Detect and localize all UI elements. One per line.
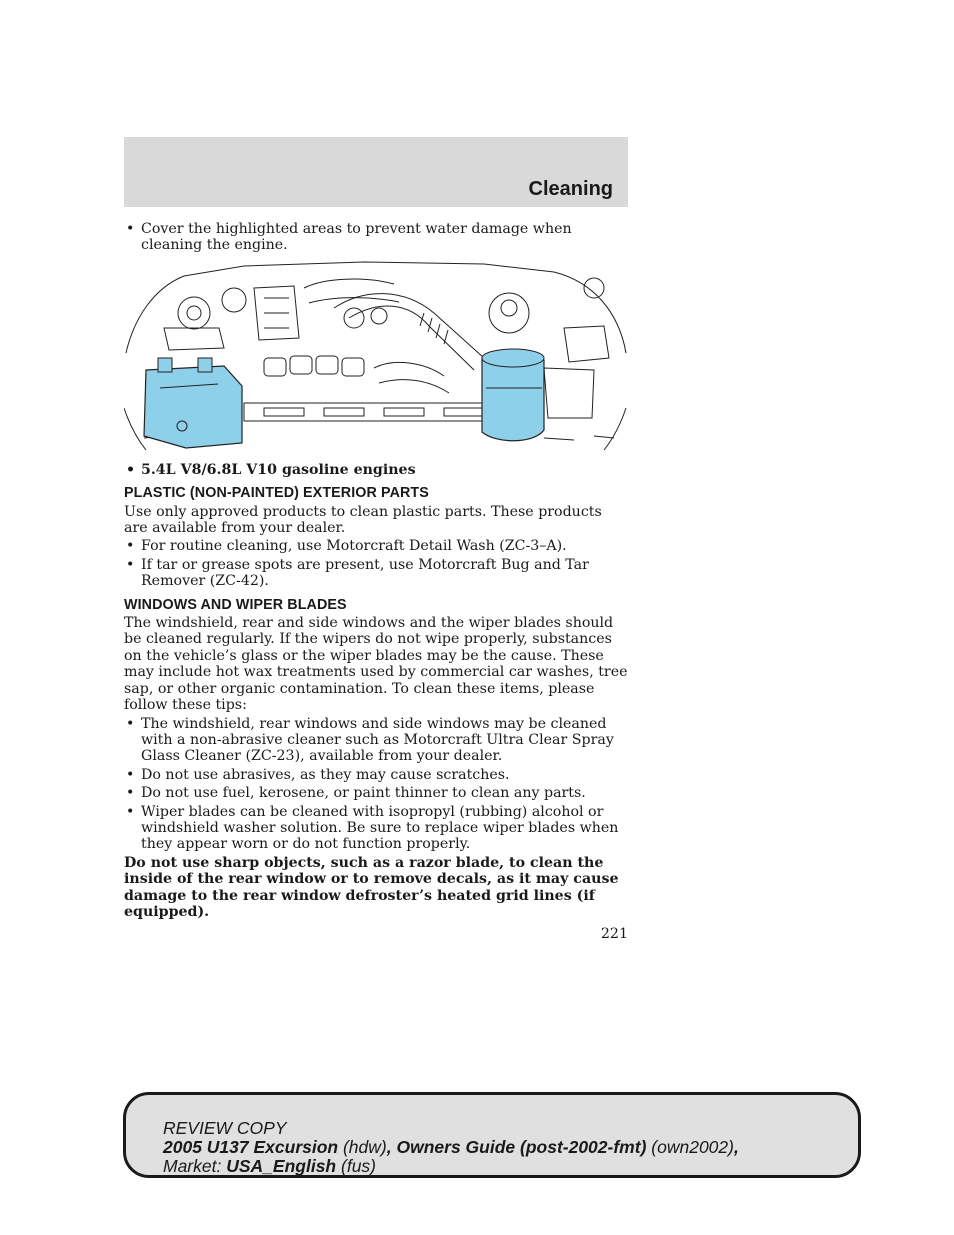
footer-market-label: Market: [163, 1156, 222, 1176]
footer-guide: Owners Guide (post-2002-fmt) [396, 1137, 647, 1157]
footer-model-code: (hdw) [342, 1137, 387, 1157]
windows-wiper-intro: The windshield, rear and side windows and the wiper blades should be cleaned regularly. If the wipers do not wipe properly, substances on the vehicle’s glass or the wiper blades may be the cause. These may include hot wax treatments used by commercial car washes, tree sap, or other organic contamination. To clean these items, please follow these tips: [124, 615, 628, 714]
footer-separator: , [733, 1137, 739, 1157]
figure-caption: • 5.4L V8/6.8L V10 gasoline engines [124, 462, 628, 478]
engine-illustration [124, 258, 628, 456]
plastic-bullet: • If tar or grease spots are present, use Motorcraft Bug and Tar Remover (ZC-42). [124, 557, 628, 590]
footer-model-line [163, 1138, 739, 1157]
intro-bullet: • Cover the highlighted areas to prevent water damage when cleaning the engine. [124, 221, 628, 254]
highlight-air-cleaner [482, 349, 544, 441]
section-header-band [124, 137, 628, 207]
footer-review-copy: REVIEW COPY [163, 1118, 287, 1138]
plastic-bullet: • For routine cleaning, use Motorcraft Detail Wash (ZC-3–A). [124, 538, 628, 554]
review-copy-footer [123, 1092, 861, 1178]
plastic-parts-intro: Use only approved products to clean plastic parts. These products are available from your dealer. [124, 503, 602, 537]
windows-bullet: • Wiper blades can be cleaned with isopropyl (rubbing) alcohol or windshield washer solution. Be sure to replace wiper blades when they appear worn or do not function properly. [124, 804, 628, 853]
windows-bullet: • Do not use abrasives, as they may cause scratches. [124, 767, 628, 783]
page-content [124, 221, 628, 922]
footer-separator: , [386, 1137, 392, 1157]
warning-text: Do not use sharp objects, such as a razor blade, to clean the inside of the rear window or to remove decals, as it may cause damage to the rear window defroster’s heated grid lines (if equipped). [124, 854, 619, 920]
highlight-battery [144, 358, 242, 448]
windows-wiper-heading: WINDOWS AND WIPER BLADES [124, 596, 347, 613]
footer-guide-code: (own2002) [651, 1137, 734, 1157]
footer-model: 2005 U137 Excursion [163, 1137, 339, 1157]
footer-market-code: (fus) [341, 1156, 376, 1176]
section-title: Cleaning [528, 178, 613, 200]
plastic-parts-heading: PLASTIC (NON-PAINTED) EXTERIOR PARTS [124, 485, 429, 502]
footer-text [163, 1119, 739, 1176]
windows-bullet: • Do not use fuel, kerosene, or paint thinner to clean any parts. [124, 785, 628, 801]
engine-diagram-svg [124, 258, 628, 456]
windows-bullet: • The windshield, rear windows and side windows may be cleaned with a non-abrasive cleaner such as Motorcraft Ultra Clear Spray Glass Cleaner (ZC-23), available from your dealer. [124, 716, 628, 765]
footer-market: USA_English [226, 1156, 337, 1176]
footer-market-line [163, 1157, 739, 1176]
page-number: 221 [600, 926, 628, 942]
